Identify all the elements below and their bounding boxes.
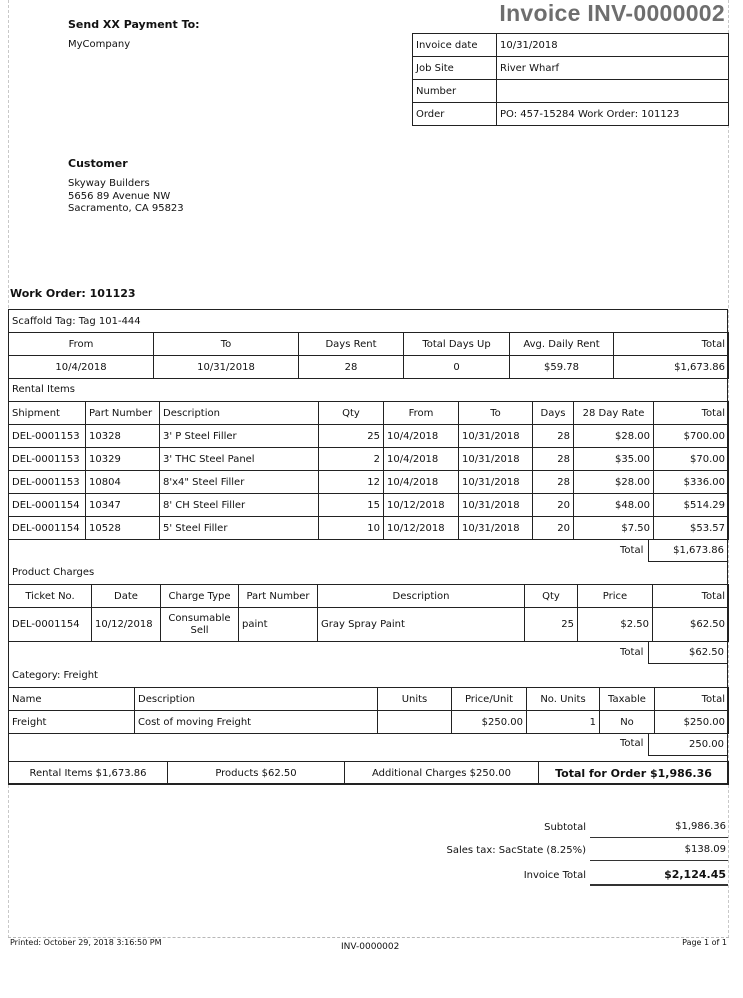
freight-table: [8, 687, 729, 734]
column-header: Charge Type: [161, 585, 239, 608]
summary-header-row: [9, 333, 729, 356]
invoice-info-table: [412, 33, 729, 126]
rental-total-value: $1,673.86: [648, 539, 728, 562]
info-value: 10/31/2018: [497, 34, 729, 57]
rental-from: 10/4/2018: [384, 425, 459, 448]
product-date: 10/12/2018: [92, 608, 161, 642]
column-header: Shipment: [9, 402, 86, 425]
rental-rate: $28.00: [574, 425, 654, 448]
rental-to: 10/31/2018: [459, 494, 533, 517]
column-header: Description: [318, 585, 525, 608]
freight-price-unit: $250.00: [452, 711, 527, 734]
rental-total: $70.00: [654, 448, 729, 471]
rental-to: 10/31/2018: [459, 425, 533, 448]
column-header: Ticket No.: [9, 585, 92, 608]
rental-part-number: 10804: [86, 471, 160, 494]
info-row: [413, 57, 729, 80]
order-totals-strip: [8, 761, 729, 785]
column-header: Taxable: [600, 688, 655, 711]
info-row: [413, 34, 729, 57]
summary-to: 10/31/2018: [154, 356, 299, 379]
rental-qty: 2: [319, 448, 384, 471]
column-header: Description: [160, 402, 319, 425]
table-row: [9, 517, 729, 540]
product-total: $62.50: [653, 608, 729, 642]
rental-description: 3' P Steel Filler: [160, 425, 319, 448]
column-header: Avg. Daily Rent: [510, 333, 614, 356]
rental-part-number: 10528: [86, 517, 160, 540]
column-header: From: [384, 402, 459, 425]
summary-total-days-up: 0: [404, 356, 510, 379]
table-row: [9, 494, 729, 517]
customer-address-line2: Sacramento, CA 95823: [68, 203, 184, 214]
table-row: [9, 711, 729, 734]
product-description: Gray Spray Paint: [318, 608, 525, 642]
order-additional-charges: Additional Charges $250.00: [345, 762, 539, 785]
product-price: $2.50: [578, 608, 653, 642]
freight-taxable: No: [600, 711, 655, 734]
info-label: Number: [413, 80, 497, 103]
freight-header-row: [9, 688, 729, 711]
product-total-value: $62.50: [648, 641, 728, 664]
rental-days: 20: [533, 494, 574, 517]
info-label: Invoice date: [413, 34, 497, 57]
rent-summary-table: [8, 332, 729, 379]
rental-rate: $35.00: [574, 448, 654, 471]
product-part-number: paint: [239, 608, 318, 642]
rental-rate: $7.50: [574, 517, 654, 540]
sales-tax-value: $138.09: [590, 841, 728, 861]
freight-total-label: Total: [620, 738, 644, 749]
pay-to-heading: Send XX Payment To:: [68, 18, 200, 31]
summary-total: $1,673.86: [614, 356, 729, 379]
rental-total: $53.57: [654, 517, 729, 540]
column-header: To: [459, 402, 533, 425]
product-charges-table: [8, 584, 729, 642]
column-header: Description: [135, 688, 378, 711]
info-row: [413, 103, 729, 126]
rental-total: $514.29: [654, 494, 729, 517]
scaffold-tag: Scaffold Tag: Tag 101-444: [12, 316, 141, 327]
info-value: River Wharf: [497, 57, 729, 80]
product-charge-type: Consumable Sell: [161, 608, 239, 642]
column-header: From: [9, 333, 154, 356]
info-label: Order: [413, 103, 497, 126]
summary-value-row: [9, 356, 729, 379]
freight-category-title: Category: Freight: [12, 670, 98, 681]
info-label: Job Site: [413, 57, 497, 80]
info-value: [497, 80, 729, 103]
column-header: Total: [654, 402, 729, 425]
info-value: PO: 457-15284 Work Order: 101123: [497, 103, 729, 126]
rental-total-label: Total: [620, 545, 644, 556]
rental-qty: 15: [319, 494, 384, 517]
subtotal-value: $1,986.36: [590, 818, 728, 838]
order-totals-row: [9, 762, 729, 785]
rental-from: 10/12/2018: [384, 494, 459, 517]
column-header: Name: [9, 688, 135, 711]
info-row: [413, 80, 729, 103]
rental-qty: 25: [319, 425, 384, 448]
column-header: Total Days Up: [404, 333, 510, 356]
rental-total: $700.00: [654, 425, 729, 448]
table-row: [9, 608, 729, 642]
rental-shipment: DEL-0001153: [9, 471, 86, 494]
customer-name: Skyway Builders: [68, 178, 150, 189]
summary-days-rent: 28: [299, 356, 404, 379]
rental-from: 10/12/2018: [384, 517, 459, 540]
customer-heading: Customer: [68, 157, 128, 170]
rental-days: 20: [533, 517, 574, 540]
product-charges-title: Product Charges: [12, 567, 95, 578]
product-total-label: Total: [620, 647, 644, 658]
column-header: No. Units: [527, 688, 600, 711]
product-ticket-no: DEL-0001154: [9, 608, 92, 642]
freight-units: [378, 711, 452, 734]
invoice-total-label: Invoice Total: [523, 870, 586, 881]
order-products-total: Products $62.50: [168, 762, 345, 785]
rental-to: 10/31/2018: [459, 471, 533, 494]
invoice-total-value: $2,124.45: [590, 864, 728, 886]
product-header-row: [9, 585, 729, 608]
customer-address-line1: 5656 89 Avenue NW: [68, 191, 171, 202]
rental-header-row: [9, 402, 729, 425]
column-header: Total: [655, 688, 729, 711]
rental-days: 28: [533, 471, 574, 494]
column-header: 28 Day Rate: [574, 402, 654, 425]
freight-description: Cost of moving Freight: [135, 711, 378, 734]
column-header: Part Number: [239, 585, 318, 608]
column-header: Part Number: [86, 402, 160, 425]
rental-from: 10/4/2018: [384, 448, 459, 471]
column-header: To: [154, 333, 299, 356]
rental-to: 10/31/2018: [459, 448, 533, 471]
freight-total: $250.00: [655, 711, 729, 734]
summary-avg-daily-rent: $59.78: [510, 356, 614, 379]
column-header: Total: [653, 585, 729, 608]
subtotal-label: Subtotal: [544, 822, 586, 833]
footer-invoice-number: INV-0000002: [341, 942, 400, 952]
rental-shipment: DEL-0001154: [9, 517, 86, 540]
rental-description: 5' Steel Filler: [160, 517, 319, 540]
order-rental-items-total: Rental Items $1,673.86: [9, 762, 168, 785]
table-row: [9, 448, 729, 471]
rental-to: 10/31/2018: [459, 517, 533, 540]
rental-description: 8' CH Steel Filler: [160, 494, 319, 517]
rental-qty: 12: [319, 471, 384, 494]
sales-tax-label: Sales tax: SacState (8.25%): [446, 845, 586, 856]
work-order-heading: Work Order: 101123: [10, 287, 136, 300]
rental-part-number: 10328: [86, 425, 160, 448]
printed-timestamp: Printed: October 29, 2018 3:16:50 PM: [10, 938, 162, 947]
rental-part-number: 10347: [86, 494, 160, 517]
rental-description: 3' THC Steel Panel: [160, 448, 319, 471]
order-grand-total: Total for Order $1,986.36: [539, 762, 729, 785]
rental-rate: $48.00: [574, 494, 654, 517]
rental-shipment: DEL-0001153: [9, 425, 86, 448]
column-header: Price/Unit: [452, 688, 527, 711]
column-header: Price: [578, 585, 653, 608]
rental-items-title: Rental Items: [12, 384, 75, 395]
invoice-title: Invoice INV-0000002: [499, 0, 725, 26]
column-header: Units: [378, 688, 452, 711]
rental-part-number: 10329: [86, 448, 160, 471]
table-row: [9, 471, 729, 494]
freight-no-units: 1: [527, 711, 600, 734]
column-header: Days Rent: [299, 333, 404, 356]
column-header: Qty: [319, 402, 384, 425]
column-header: Total: [614, 333, 729, 356]
rental-description: 8'x4" Steel Filler: [160, 471, 319, 494]
freight-name: Freight: [9, 711, 135, 734]
freight-total-value: 250.00: [648, 733, 728, 756]
rental-shipment: DEL-0001153: [9, 448, 86, 471]
rental-shipment: DEL-0001154: [9, 494, 86, 517]
product-qty: 25: [525, 608, 578, 642]
column-header: Days: [533, 402, 574, 425]
pay-to-company: MyCompany: [68, 39, 131, 50]
page-number: Page 1 of 1: [682, 938, 727, 947]
rental-qty: 10: [319, 517, 384, 540]
summary-from: 10/4/2018: [9, 356, 154, 379]
rental-days: 28: [533, 448, 574, 471]
column-header: Qty: [525, 585, 578, 608]
table-row: [9, 425, 729, 448]
rental-from: 10/4/2018: [384, 471, 459, 494]
rental-total: $336.00: [654, 471, 729, 494]
rental-days: 28: [533, 425, 574, 448]
rental-rate: $28.00: [574, 471, 654, 494]
rental-items-table: [8, 401, 729, 540]
column-header: Date: [92, 585, 161, 608]
